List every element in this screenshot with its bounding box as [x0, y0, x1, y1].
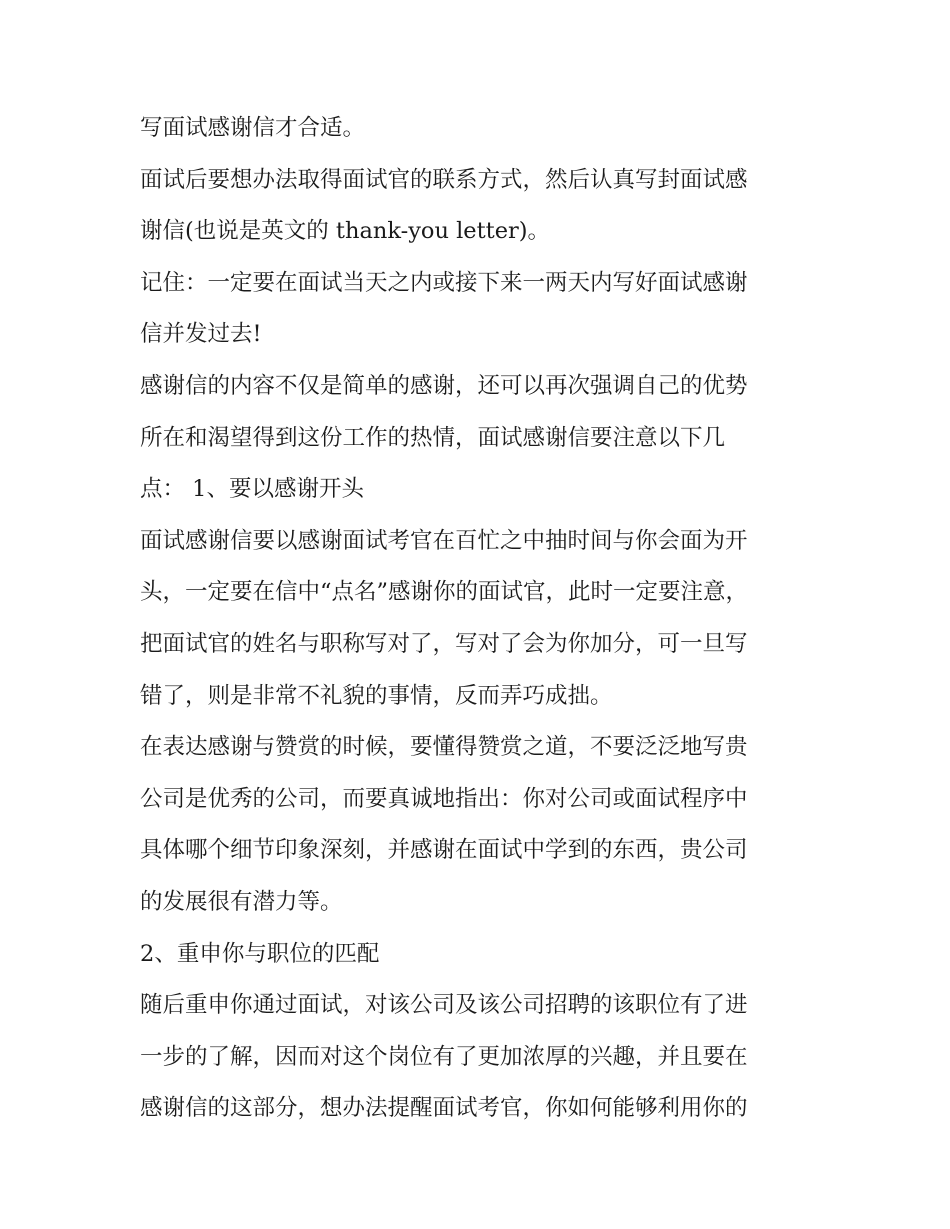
text-line: 所在和渴望得到这份工作的热情，面试感谢信要注意以下几 [140, 424, 726, 451]
text-line: 感谢信的内容不仅是简单的感谢，还可以再次强调自己的优势 [140, 372, 748, 399]
text-line: 把面试官的姓名与职称写对了，写对了会为你加分，可一旦写 [140, 630, 748, 657]
text-line: 在表达感谢与赞赏的时候，要懂得赞赏之道，不要泛泛地写贵 [140, 734, 748, 761]
text-line: 一步的了解，因而对这个岗位有了更加浓厚的兴趣，并且要在 [140, 1043, 748, 1070]
text-line: 的发展很有潜力等。 [140, 888, 343, 915]
text-line: 头，一定要在信中“点名”感谢你的面试官，此时一定要注意， [140, 579, 749, 606]
text-line: 具体哪个细节印象深刻，并感谢在面试中学到的东西，贵公司 [140, 837, 748, 864]
text-line: 感谢信的这部分，想办法提醒面试考官，你如何能够利用你的 [140, 1095, 748, 1122]
text-line: 谢信(也说是英文的 thank-you letter)。 [140, 218, 551, 245]
text-line: 写面试感谢信才合适。 [140, 115, 366, 141]
text-line: 面试感谢信要以感谢面试考官在百忙之中抽时间与你会面为开 [140, 527, 748, 554]
text-line: 错了，则是非常不礼貌的事情，反而弄巧成拙。 [140, 682, 613, 709]
text-line: 公司是优秀的公司，而要真诚地指出：你对公司或面试程序中 [140, 785, 748, 812]
document-body [140, 103, 820, 1135]
section-heading-2: 2、重申你与职位的匹配 [140, 940, 380, 967]
text-line: 记住：一定要在面试当天之内或接下来一两天内写好面试感谢 [140, 269, 748, 296]
text-line: 随后重申你通过面试，对该公司及该公司招聘的该职位有了进 [140, 992, 748, 1019]
section-heading-1: 点： 1、要以感谢开头 [140, 476, 364, 503]
text-line: 面试后要想办法取得面试官的联系方式，然后认真写封面试感 [140, 166, 748, 193]
text-line: 信并发过去! [140, 321, 262, 348]
